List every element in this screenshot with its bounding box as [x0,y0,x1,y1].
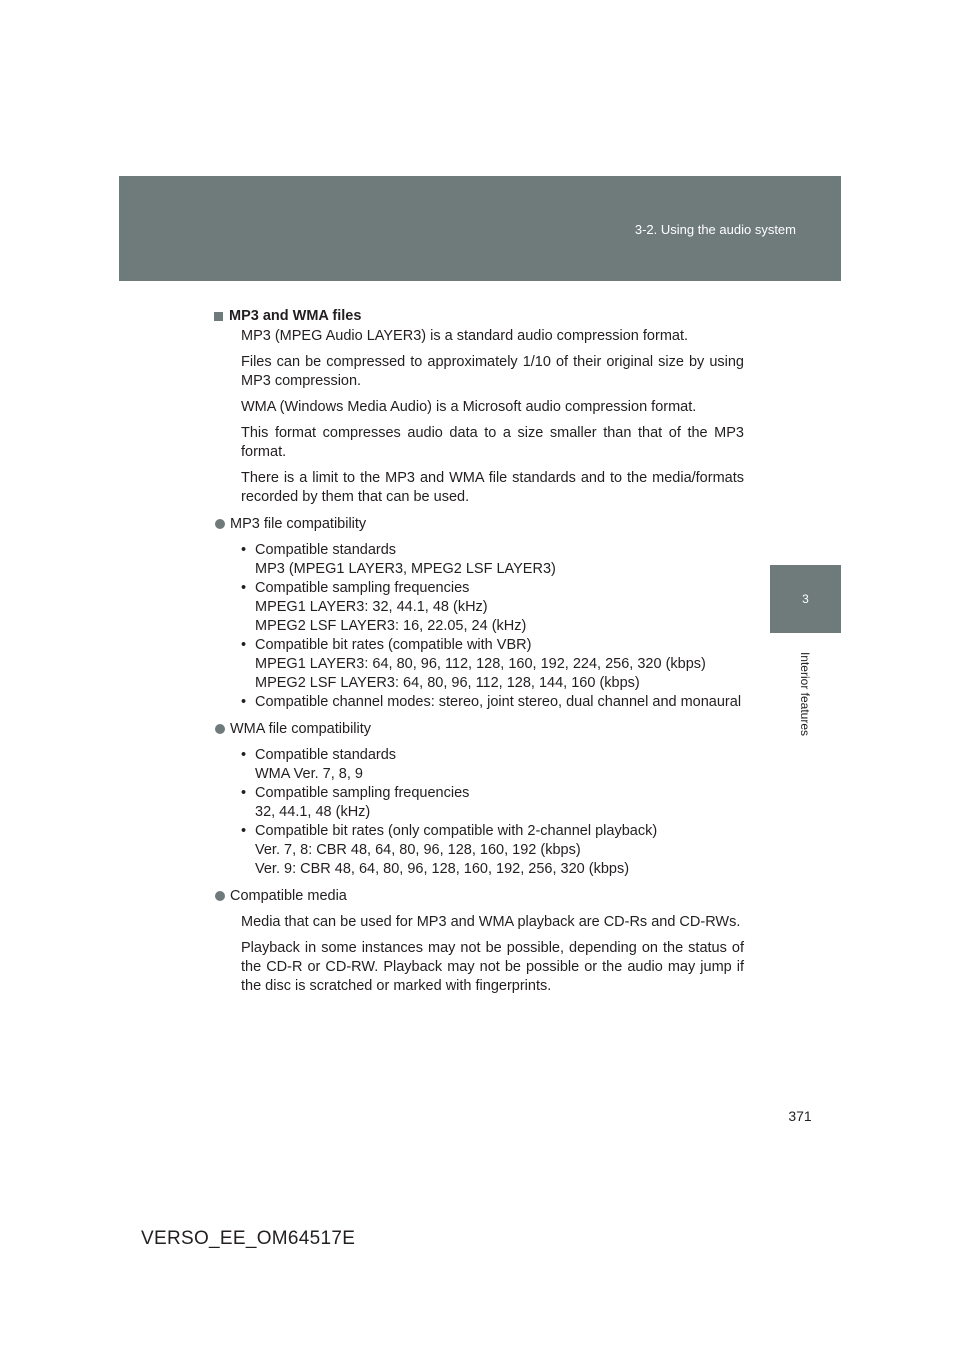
heading-text: MP3 and WMA files [229,307,362,324]
dot-bullet-icon: • [241,580,247,596]
intro-paragraph: WMA (Windows Media Audio) is a Microsoft audio compression format. [241,399,697,415]
chapter-label: Interior features [798,651,812,737]
list-item: • Compatible channel modes: stereo, joint stereo, dual channel and monaural [241,694,742,710]
circle-bullet-icon [215,891,225,901]
list-item: • Compatible bit rates (only compatible with 2-channel playback) Ver. 7, 8: CBR 48, 64, 80, 96, 128, 160, 192 (kbps) Ver. 9: CBR 48, 64, 80, 96, 128, 160, 192, 256, 320 (kbps) [241,823,658,877]
chapter-tab [770,565,841,633]
wma-compat-title: WMA file compatibility [230,720,372,737]
media-heading [214,886,744,906]
wma-compat-heading [214,719,744,739]
list-item: • Compatible sampling frequencies 32, 44.1, 48 (kHz) [241,785,470,820]
intro-paragraph: There is a limit to the MP3 and WMA file standards and to the media/formats recorded by them that can be used. [241,470,744,505]
square-bullet-icon [214,312,223,321]
dot-bullet-icon: • [241,694,247,710]
chapter-number: 3 [802,592,809,606]
media-paragraph: Media that can be used for MP3 and WMA playback are CD-Rs and CD-RWs. [241,914,741,930]
circle-bullet-icon [215,519,225,529]
section-title: 3-2. Using the audio system [634,222,796,237]
dot-bullet-icon: • [241,747,247,763]
media-paragraph: Playback in some instances may not be possible, depending on the status of the CD-R or CD-RW. Playback may not be possible or the audio may jump if the disc is scratched or marked with fingerprints. [241,940,744,994]
mp3-compat-title: MP3 file compatibility [230,515,367,532]
header-bar [119,176,841,281]
circle-bullet-icon [215,724,225,734]
media-title: Compatible media [230,887,347,904]
list-item: • Compatible bit rates (compatible with VBR) MPEG1 LAYER3: 64, 80, 96, 112, 128, 160, 192, 224, 256, 320 (kbps) MPEG2 LSF LAYER3: 64, 80, 96, 112, 128, 144, 160 (kbps) [241,637,706,691]
section-heading [214,306,744,326]
intro-paragraph: MP3 (MPEG Audio LAYER3) is a standard audio compression format. [241,328,689,344]
mp3-compat-list [241,541,744,712]
list-item: • Compatible standards MP3 (MPEG1 LAYER3, MPEG2 LSF LAYER3) [241,542,556,577]
chapter-label-wrap [770,640,841,770]
list-item: • Compatible sampling frequencies MPEG1 LAYER3: 32, 44.1, 48 (kHz) MPEG2 LSF LAYER3: 16, 22.05, 24 (kHz) [241,580,527,634]
dot-bullet-icon: • [241,785,247,801]
intro-paragraph: This format compresses audio data to a size smaller than that of the MP3 format. [241,425,744,460]
document-code: VERSO_EE_OM64517E [141,1228,356,1249]
wma-compat-list [241,746,744,879]
dot-bullet-icon: • [241,637,247,653]
intro-paragraph: Files can be compressed to approximately 1/10 of their original size by using MP3 compression. [241,354,744,389]
list-item: • Compatible standards WMA Ver. 7, 8, 9 [241,747,397,782]
page-number: 371 [788,1108,812,1124]
main-content [214,306,744,996]
dot-bullet-icon: • [241,823,247,839]
mp3-compat-heading [214,514,744,534]
dot-bullet-icon: • [241,542,247,558]
